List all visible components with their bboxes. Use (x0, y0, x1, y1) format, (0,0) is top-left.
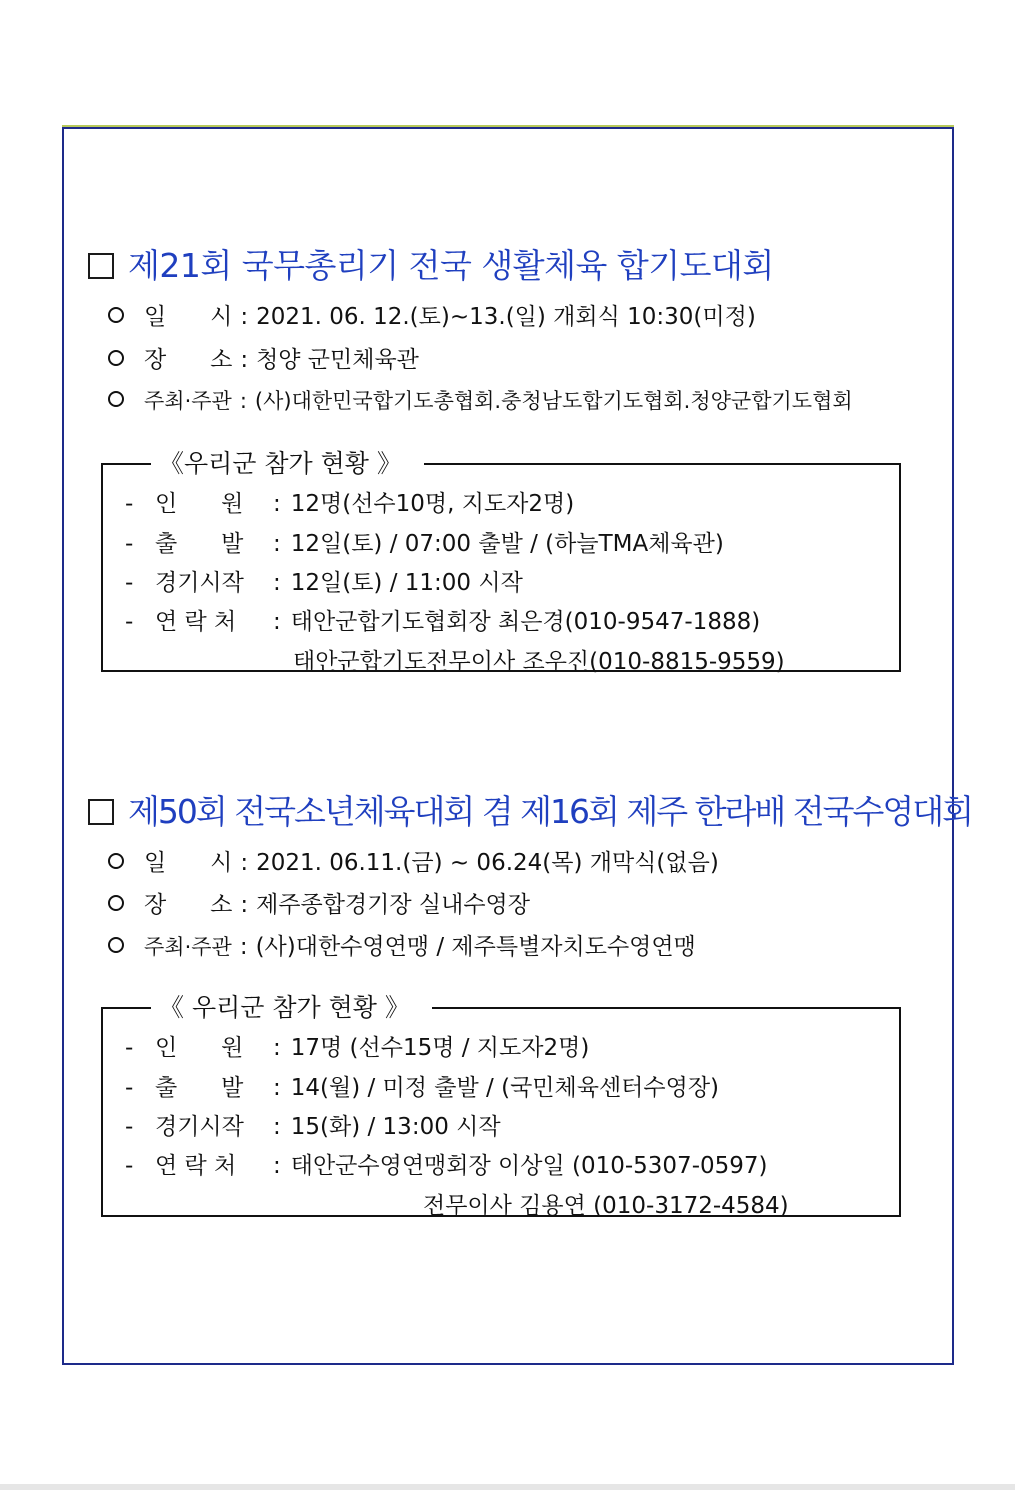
row-value: 15(화) / 13:00 시작 (290, 1114, 501, 1140)
row-label: 인 원 (155, 1035, 244, 1061)
checkbox-square-icon (88, 253, 114, 279)
circle-bullet-icon (108, 895, 124, 911)
event1-date-value: 2021. 06. 12.(토)~13.(일) 개회식 10:30(미정) (256, 304, 756, 330)
event1-host-value: (사)대한민국합기도총협회.충청남도합기도협회.청양군합기도협회 (254, 389, 853, 413)
event2-host-label: 주최·주관 (144, 935, 232, 959)
event1-participation-panel (101, 449, 901, 675)
event2-host-value: (사)대한수영연맹 / 제주특별자치도수영연맹 (255, 934, 696, 960)
event2-date-label: 일 시 (144, 850, 233, 876)
circle-bullet-icon (108, 853, 124, 869)
row-value: 12명(선수10명, 지도자2명) (290, 491, 575, 517)
event1-row: - 연 락 처 : 태안군합기도협회장 최은경(010-9547-1888) (125, 603, 760, 636)
event1-place-line: 장 소 : 청양 군민체육관 (108, 341, 419, 374)
event1-place-label: 장 소 (144, 347, 233, 373)
checkbox-square-icon (88, 799, 114, 825)
event1-date-line: 일 시 : 2021. 06. 12.(토)~13.(일) 개회식 10:30(미정) (108, 298, 756, 331)
event2-date-value: 2021. 06.11.(금) ~ 06.24(목) 개막식(없음) (256, 850, 719, 876)
circle-bullet-icon (108, 391, 124, 407)
row-label: 연 락 처 (155, 1153, 237, 1179)
event1-host-label: 주최·주관 (144, 389, 232, 413)
circle-bullet-icon (108, 350, 124, 366)
row-value: 12일(토) / 07:00 출발 / (하늘TMA체육관) (290, 531, 724, 557)
row-label: 출 발 (155, 531, 244, 557)
event1-contact2: 태안군합기도전무이사 조우진(010-8815-9559) (293, 649, 785, 675)
event2-panel-title: 《 우리군 참가 현황 》 (151, 988, 432, 1024)
event1-row: - 출 발 : 12일(토) / 07:00 출발 / (하늘TMA체육관) (125, 525, 724, 558)
row-value: 17명 (선수15명 / 지도자2명) (290, 1035, 590, 1061)
circle-bullet-icon (108, 937, 124, 953)
event1-row: - 인 원 : 12명(선수10명, 지도자2명) (125, 485, 574, 518)
event1-panel-title: 《우리군 참가 현황 》 (151, 444, 424, 480)
event2-title-text: 제50회 전국소년체육대회 겸 제16회 제주 한라배 전국수영대회 (128, 792, 972, 831)
row-label: 출 발 (155, 1075, 244, 1101)
row-label: 경기시작 (155, 570, 244, 596)
row-value: 태안군합기도협회장 최은경(010-9547-1888) (290, 609, 761, 635)
event1-date-label: 일 시 (144, 304, 233, 330)
event1-title (88, 240, 774, 287)
row-value: 12일(토) / 11:00 시작 (290, 570, 523, 596)
row-label: 인 원 (155, 491, 244, 517)
event2-host-line: 주최·주관 : (사)대한수영연맹 / 제주특별자치도수영연맹 (108, 928, 696, 961)
event2-place-label: 장 소 (144, 892, 233, 918)
event2-row: - 연 락 처 : 태안군수영연맹회장 이상일 (010-5307-0597) (125, 1147, 768, 1180)
row-label: 연 락 처 (155, 609, 237, 635)
event2-place-value: 제주종합경기장 실내수영장 (256, 892, 530, 918)
event2-title (88, 786, 972, 833)
row-value: 14(월) / 미정 출발 / (국민체육센터수영장) (290, 1075, 720, 1101)
event2-row: - 출 발 : 14(월) / 미정 출발 / (국민체육센터수영장) (125, 1069, 719, 1102)
event2-row: - 경기시작 : 15(화) / 13:00 시작 (125, 1108, 501, 1141)
event1-place-value: 청양 군민체육관 (256, 347, 419, 373)
row-value: 태안군수영연맹회장 이상일 (010-5307-0597) (290, 1153, 768, 1179)
event2-place-line: 장 소 : 제주종합경기장 실내수영장 (108, 886, 530, 919)
event2-contact2: 전무이사 김용연 (010-3172-4584) (423, 1193, 789, 1219)
event2-date-line: 일 시 : 2021. 06.11.(금) ~ 06.24(목) 개막식(없음) (108, 844, 719, 877)
event2-participation-panel (101, 993, 901, 1219)
event1-host-line: 주최·주관 : (사)대한민국합기도총협회.충청남도합기도협회.청양군합기도협회 (108, 385, 853, 415)
event1-row: - 경기시작 : 12일(토) / 11:00 시작 (125, 564, 523, 597)
event1-title-text: 제21회 국무총리기 전국 생활체육 합기도대회 (128, 246, 774, 285)
event2-row: - 인 원 : 17명 (선수15명 / 지도자2명) (125, 1029, 589, 1062)
row-label: 경기시작 (155, 1114, 244, 1140)
bottom-edge (0, 1484, 1015, 1490)
circle-bullet-icon (108, 307, 124, 323)
